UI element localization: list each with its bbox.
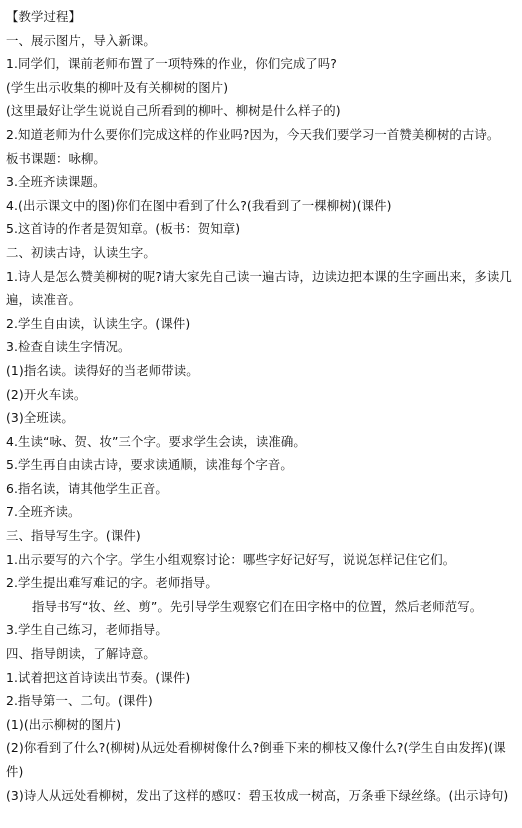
paragraph: 2.学生提出难写难记的字。老师指导。: [6, 575, 218, 591]
paragraph: 1.试着把这首诗读出节奏。(课件): [6, 669, 191, 685]
section-heading: 【教学过程】: [6, 9, 81, 24]
paragraph: 指导书写“妆、丝、剪”。先引导学生观察它们在田字格中的位置，然后老师范写。: [32, 598, 483, 614]
paragraph: 3.学生自己练习，老师指导。: [6, 622, 168, 638]
paragraph: (学生出示收集的柳叶及有关柳树的图片): [6, 79, 229, 95]
paragraph: 2.指导第一、二句。(课件): [6, 693, 153, 709]
paragraph: (1)指名读。读得好的当老师带读。: [6, 362, 199, 378]
paragraph: 3.检查自读生字情况。: [6, 339, 131, 355]
paragraph: 板书课题：咏柳。: [6, 150, 106, 166]
part-heading: 三、指导写生字。(课件): [6, 528, 141, 544]
paragraph: (2)开火车读。: [6, 386, 87, 402]
paragraph: 4.(出示课文中的图)你们在图中看到了什么?(我看到了一棵柳树)(课件): [6, 197, 392, 213]
paragraph: (2)你看到了什么?(柳树)从远处看柳树像什么?倒垂下来的柳枝又像什么?(学生自由发挥)(课件): [6, 740, 506, 779]
paragraph: 1.同学们，课前老师布置了一项特殊的作业，你们完成了吗?: [6, 56, 337, 72]
part-heading: 一、展示图片，导入新课。: [6, 32, 156, 48]
paragraph: 2.学生自由读，认读生字。(课件): [6, 315, 191, 331]
part-heading: 四、指导朗读，了解诗意。: [6, 646, 156, 662]
part-heading: 二、初读古诗，认读生字。: [6, 244, 156, 260]
paragraph: 5.学生再自由读古诗，要求读通顺，读准每个字音。: [6, 457, 293, 473]
paragraph: 1.诗人是怎么赞美柳树的呢?请大家先自己读一遍古诗，边读边把本课的生字画出来，多读几遍，读准音。: [6, 268, 512, 308]
paragraph: (3)全班读。: [6, 410, 74, 426]
paragraph: (这里最好让学生说说自己所看到的柳叶、柳树是什么样子的): [6, 103, 341, 119]
paragraph: 2.知道老师为什么要你们完成这样的作业吗?因为，今天我们要学习一首赞美柳树的古诗。: [6, 126, 500, 142]
paragraph: 6.指名读，请其他学生正音。: [6, 480, 168, 496]
paragraph: 3.全班齐读课题。: [6, 174, 106, 190]
lesson-plan-document: [6, 5, 518, 807]
paragraph: (3)诗人从远处看柳树，发出了这样的感叹：碧玉妆成一树高，万条垂下绿丝绦。(出示诗句): [6, 787, 509, 803]
paragraph: 7.全班齐读。: [6, 504, 81, 520]
paragraph: 1.出示要写的六个字。学生小组观察讨论：哪些字好记好写，说说怎样记住它们。: [6, 551, 456, 567]
paragraph: 4.生读“咏、贺、妆”三个字。要求学生会读，读准确。: [6, 433, 306, 449]
paragraph: (1)(出示柳树的图片): [6, 716, 122, 732]
paragraph: 5.这首诗的作者是贺知章。(板书：贺知章): [6, 221, 241, 237]
